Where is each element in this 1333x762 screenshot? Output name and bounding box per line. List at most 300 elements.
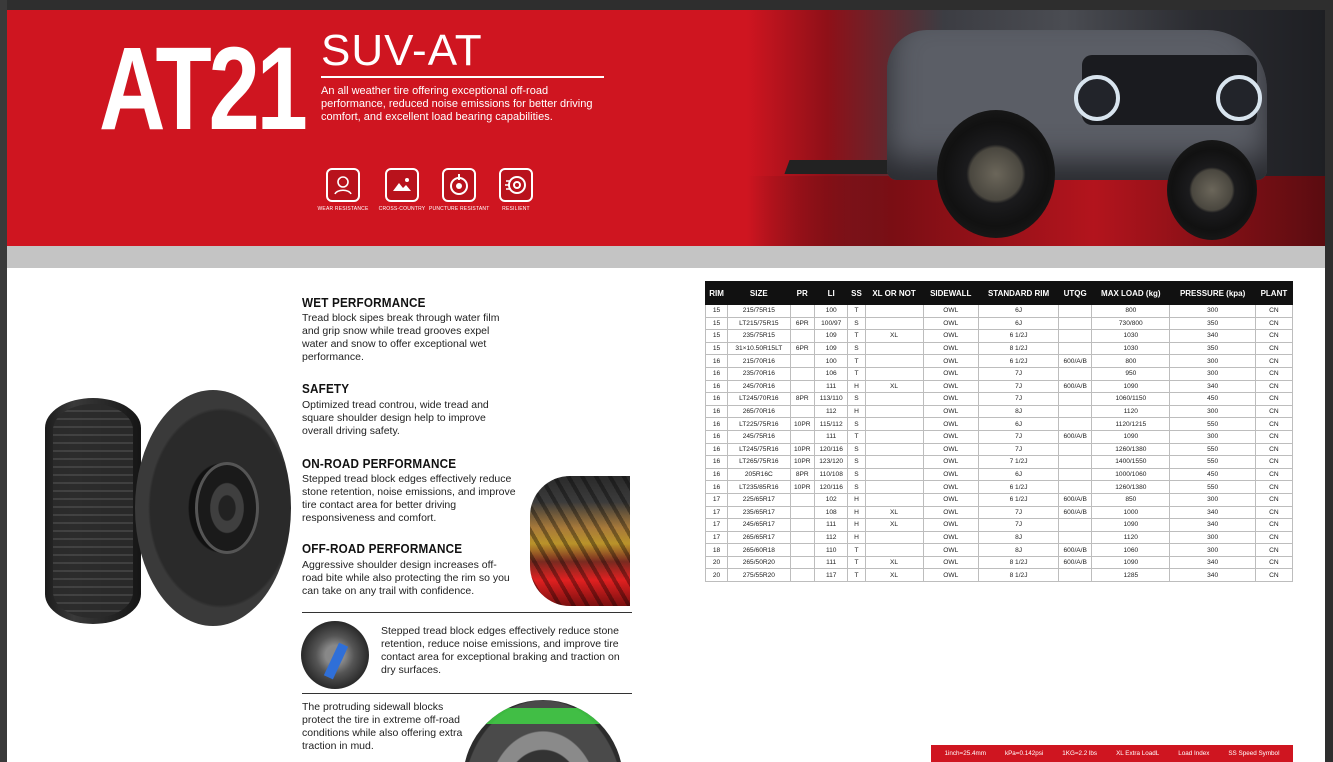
table-cell [790, 355, 814, 368]
legend-item: 1inch=25.4mm [944, 750, 986, 757]
table-cell: 600/A/B [1059, 493, 1092, 506]
feature-cross-country [372, 168, 432, 212]
table-cell: 340 [1170, 519, 1255, 532]
table-cell: H [848, 519, 865, 532]
table-cell [1059, 393, 1092, 406]
spec-col-header: RIM [706, 282, 728, 305]
table-cell: 235/70R16 [728, 367, 790, 380]
table-cell: 1090 [1092, 519, 1170, 532]
legend-item: SS Speed Symbol [1228, 750, 1280, 757]
table-cell [865, 393, 923, 406]
table-cell: T [848, 330, 865, 343]
unit-legend [931, 745, 1293, 762]
table-cell: 245/70R16 [728, 380, 790, 393]
table-cell: 8 1/2J [978, 342, 1058, 355]
table-cell [790, 430, 814, 443]
table-row [706, 506, 1293, 519]
table-cell: 111 [814, 519, 848, 532]
table-cell [790, 569, 814, 582]
wear-resistance-icon [326, 168, 360, 202]
table-cell [865, 468, 923, 481]
table-row [706, 443, 1293, 456]
table-cell [865, 342, 923, 355]
section-text-off-road: Aggressive shoulder design increases off-road bite while also protecting the rim so you can take on any trail with confidence. [302, 559, 510, 597]
table-cell: 8PR [790, 468, 814, 481]
photo-headlight-left [1074, 75, 1120, 121]
table-cell: 1060/1150 [1092, 393, 1170, 406]
table-cell: 7J [978, 430, 1058, 443]
table-cell [790, 506, 814, 519]
sidewall-callout: The protruding sidewall blocks protect the tire in extreme off-road conditions while also offering extra traction in mud. [302, 701, 463, 752]
table-cell [865, 531, 923, 544]
table-row [706, 456, 1293, 469]
table-cell: 17 [706, 531, 728, 544]
table-cell [865, 430, 923, 443]
table-cell [790, 330, 814, 343]
spec-col-header: SS [848, 282, 865, 305]
table-cell: 17 [706, 519, 728, 532]
table-cell: 8J [978, 405, 1058, 418]
table-cell: S [848, 393, 865, 406]
table-cell: 1400/1550 [1092, 456, 1170, 469]
table-row [706, 493, 1293, 506]
table-cell: 120/116 [814, 443, 848, 456]
tread-block-highlight [324, 643, 348, 680]
table-cell [1059, 317, 1092, 330]
table-cell: 7J [978, 519, 1058, 532]
table-cell: OWL [923, 531, 978, 544]
table-cell [865, 443, 923, 456]
table-cell: 6 1/2J [978, 493, 1058, 506]
table-cell: 15 [706, 342, 728, 355]
table-cell: 600/A/B [1059, 544, 1092, 557]
table-cell: CN [1255, 468, 1292, 481]
table-cell: 16 [706, 481, 728, 494]
photo-grille [1082, 55, 1257, 125]
stepped-block-callout: Stepped tread block edges effectively reduce stone retention, reduce noise emissions, and improve tire contact area for exceptional braking and traction on dry surfaces. [381, 625, 620, 676]
table-cell [790, 519, 814, 532]
table-cell: 600/A/B [1059, 556, 1092, 569]
model-title: AT21 [99, 23, 305, 155]
spec-table-body [706, 305, 1293, 582]
table-cell [790, 544, 814, 557]
table-cell: XL [865, 569, 923, 582]
table-cell [1059, 456, 1092, 469]
table-cell: 15 [706, 317, 728, 330]
table-cell: CN [1255, 355, 1292, 368]
spec-col-header: PR [790, 282, 814, 305]
table-cell: 16 [706, 443, 728, 456]
sidewall-image [463, 700, 623, 762]
table-cell: 450 [1170, 393, 1255, 406]
table-row [706, 569, 1293, 582]
spec-table-header-row [706, 282, 1293, 305]
tire-rim [195, 462, 259, 554]
table-cell: LT235/85R16 [728, 481, 790, 494]
photo-rear-wheel [1167, 140, 1257, 240]
table-cell: 550 [1170, 418, 1255, 431]
table-cell: CN [1255, 443, 1292, 456]
viewer-scrollbar[interactable] [1325, 0, 1333, 762]
table-cell: OWL [923, 380, 978, 393]
table-cell: 110/108 [814, 468, 848, 481]
table-cell: 1060 [1092, 544, 1170, 557]
table-cell: 340 [1170, 569, 1255, 582]
tire-product-image [39, 390, 289, 630]
table-cell: 20 [706, 569, 728, 582]
table-cell: 6J [978, 305, 1058, 318]
table-cell: CN [1255, 317, 1292, 330]
table-cell: S [848, 443, 865, 456]
table-cell: OWL [923, 493, 978, 506]
table-cell [1059, 405, 1092, 418]
table-cell: 550 [1170, 456, 1255, 469]
tread-block-closeup [301, 621, 369, 689]
table-cell [790, 556, 814, 569]
table-cell: 10PR [790, 418, 814, 431]
photo-front-wheel [937, 110, 1055, 238]
table-cell: 31×10.50R15LT [728, 342, 790, 355]
table-row [706, 305, 1293, 318]
table-cell: H [848, 493, 865, 506]
table-cell: 16 [706, 393, 728, 406]
table-cell: OWL [923, 430, 978, 443]
spec-col-header: XL OR NOT [865, 282, 923, 305]
table-cell: 850 [1092, 493, 1170, 506]
table-cell: CN [1255, 556, 1292, 569]
spec-table [705, 281, 1293, 582]
table-cell: 123/120 [814, 456, 848, 469]
table-cell: 8J [978, 544, 1058, 557]
suv-photo [747, 10, 1325, 246]
table-cell [1059, 418, 1092, 431]
feature-label: RESILIENT [502, 206, 530, 212]
viewer-left-bar [0, 0, 7, 762]
table-cell [790, 367, 814, 380]
table-cell [1059, 468, 1092, 481]
feature-label: WEAR RESISTANCE [317, 206, 369, 212]
table-cell: CN [1255, 305, 1292, 318]
photo-headlight-right [1216, 75, 1262, 121]
table-cell: 1090 [1092, 430, 1170, 443]
legend-item: kPa=0.142psi [1004, 750, 1044, 757]
table-cell [790, 531, 814, 544]
table-cell: 112 [814, 405, 848, 418]
tire-angled-view [135, 390, 291, 626]
tire-side-view [45, 398, 141, 624]
spec-col-header: SIZE [728, 282, 790, 305]
table-cell: 10PR [790, 443, 814, 456]
table-cell: OWL [923, 519, 978, 532]
feature-resilient [486, 168, 546, 212]
table-cell: 1285 [1092, 569, 1170, 582]
table-row [706, 418, 1293, 431]
resilient-icon [499, 168, 533, 202]
table-cell: XL [865, 506, 923, 519]
table-cell: 550 [1170, 481, 1255, 494]
table-cell: S [848, 481, 865, 494]
table-cell: H [848, 531, 865, 544]
table-cell: 102 [814, 493, 848, 506]
table-cell: OWL [923, 506, 978, 519]
table-cell [790, 305, 814, 318]
table-cell: 111 [814, 556, 848, 569]
table-cell: OWL [923, 317, 978, 330]
table-cell [1059, 519, 1092, 532]
table-cell: 300 [1170, 544, 1255, 557]
table-cell: 1030 [1092, 330, 1170, 343]
table-cell: 1260/1380 [1092, 481, 1170, 494]
table-cell [865, 418, 923, 431]
table-cell: 15 [706, 330, 728, 343]
table-row [706, 556, 1293, 569]
table-cell: 100 [814, 355, 848, 368]
table-cell: LT225/75R16 [728, 418, 790, 431]
table-cell: 600/A/B [1059, 430, 1092, 443]
table-cell: 600/A/B [1059, 355, 1092, 368]
table-cell: OWL [923, 367, 978, 380]
table-cell: T [848, 355, 865, 368]
table-cell [865, 456, 923, 469]
table-cell: 1000 [1092, 506, 1170, 519]
table-cell: 16 [706, 418, 728, 431]
table-cell: 1120/1215 [1092, 418, 1170, 431]
table-cell: 18 [706, 544, 728, 557]
table-cell: 8J [978, 531, 1058, 544]
table-cell: 7J [978, 367, 1058, 380]
table-cell: 800 [1092, 355, 1170, 368]
table-row [706, 531, 1293, 544]
table-cell [790, 405, 814, 418]
table-cell: 300 [1170, 531, 1255, 544]
table-cell: OWL [923, 330, 978, 343]
table-cell: 6PR [790, 317, 814, 330]
viewer-top-bar [0, 0, 1333, 10]
table-cell: T [848, 367, 865, 380]
section-title-off-road: OFF-ROAD PERFORMANCE [302, 541, 463, 556]
table-cell: CN [1255, 519, 1292, 532]
table-cell [1059, 481, 1092, 494]
table-cell: LT245/75R16 [728, 443, 790, 456]
table-row [706, 317, 1293, 330]
table-cell: S [848, 418, 865, 431]
divider-line [302, 612, 632, 613]
table-cell: CN [1255, 481, 1292, 494]
table-cell: 106 [814, 367, 848, 380]
table-cell: 8 1/2J [978, 556, 1058, 569]
table-cell: LT245/70R16 [728, 393, 790, 406]
spec-col-header: UTQG [1059, 282, 1092, 305]
table-cell: 730/800 [1092, 317, 1170, 330]
model-description: An all weather tire offering exceptional off-road performance, reduced noise emissions for better driving comfort, and excellent load bearing capabilities. [321, 85, 593, 123]
table-cell: OWL [923, 393, 978, 406]
table-cell: 265/65R17 [728, 531, 790, 544]
table-cell: T [848, 544, 865, 557]
table-cell [1059, 443, 1092, 456]
table-cell: 16 [706, 468, 728, 481]
section-divider-strip [7, 246, 1325, 268]
table-cell: 340 [1170, 556, 1255, 569]
table-cell: 235/65R17 [728, 506, 790, 519]
table-cell: 265/50R20 [728, 556, 790, 569]
table-cell: 300 [1170, 493, 1255, 506]
table-cell: S [848, 342, 865, 355]
section-title-safety: SAFETY [302, 381, 350, 396]
table-cell [1059, 367, 1092, 380]
section-text-on-road: Stepped tread block edges effectively reduce stone retention, noise emissions, and improve tire contact area for better driving responsiveness and comfort. [302, 473, 516, 524]
table-cell: OWL [923, 342, 978, 355]
table-cell: 300 [1170, 367, 1255, 380]
table-cell [865, 367, 923, 380]
table-cell: 120/116 [814, 481, 848, 494]
table-cell: 109 [814, 330, 848, 343]
divider-line [302, 693, 632, 694]
table-cell: 300 [1170, 405, 1255, 418]
table-cell: LT265/75R16 [728, 456, 790, 469]
table-cell: 600/A/B [1059, 506, 1092, 519]
table-cell: 1120 [1092, 531, 1170, 544]
table-cell: T [848, 556, 865, 569]
table-cell: 1090 [1092, 380, 1170, 393]
cross-country-icon [385, 168, 419, 202]
table-cell: XL [865, 519, 923, 532]
table-cell: LT215/75R15 [728, 317, 790, 330]
table-row [706, 367, 1293, 380]
table-cell: OWL [923, 556, 978, 569]
table-cell: 225/65R17 [728, 493, 790, 506]
table-cell: 350 [1170, 342, 1255, 355]
table-cell [865, 405, 923, 418]
table-cell: 950 [1092, 367, 1170, 380]
table-cell: 265/70R16 [728, 405, 790, 418]
table-cell: CN [1255, 506, 1292, 519]
table-cell [1059, 342, 1092, 355]
table-cell: 245/75R16 [728, 430, 790, 443]
legend-item: Load Index [1178, 750, 1210, 757]
table-cell: 111 [814, 430, 848, 443]
table-cell: 300 [1170, 305, 1255, 318]
table-row [706, 330, 1293, 343]
table-cell [865, 317, 923, 330]
table-row [706, 393, 1293, 406]
catalog-page [7, 10, 1325, 762]
section-text-safety: Optimized tread controu, wide tread and square shoulder design help to improve overall driving safety. [302, 399, 489, 437]
feature-label: CROSS-COUNTRY [378, 206, 426, 212]
table-cell: OWL [923, 355, 978, 368]
table-cell: 100/97 [814, 317, 848, 330]
table-cell: S [848, 468, 865, 481]
table-cell: OWL [923, 481, 978, 494]
spec-col-header: PRESSURE (kpa) [1170, 282, 1255, 305]
table-cell: 1000/1060 [1092, 468, 1170, 481]
table-cell: 1260/1380 [1092, 443, 1170, 456]
spec-col-header: LI [814, 282, 848, 305]
section-title-on-road: ON-ROAD PERFORMANCE [302, 456, 457, 471]
table-cell: 7J [978, 380, 1058, 393]
feature-puncture-resistant [429, 168, 489, 212]
table-cell: 112 [814, 531, 848, 544]
table-cell [865, 544, 923, 557]
table-cell: 340 [1170, 380, 1255, 393]
table-cell: OWL [923, 443, 978, 456]
table-cell: 235/75R15 [728, 330, 790, 343]
table-cell: 109 [814, 342, 848, 355]
table-cell: CN [1255, 456, 1292, 469]
table-cell [790, 380, 814, 393]
table-row [706, 380, 1293, 393]
table-cell: H [848, 506, 865, 519]
table-cell: 6PR [790, 342, 814, 355]
table-cell: 113/110 [814, 393, 848, 406]
table-cell: CN [1255, 430, 1292, 443]
table-cell: 10PR [790, 481, 814, 494]
table-cell: 6 1/2J [978, 330, 1058, 343]
table-cell: 215/75R15 [728, 305, 790, 318]
table-cell: CN [1255, 342, 1292, 355]
table-cell: OWL [923, 405, 978, 418]
table-cell: 8 1/2J [978, 569, 1058, 582]
table-cell [865, 493, 923, 506]
table-cell: 10PR [790, 456, 814, 469]
table-cell: 275/55R20 [728, 569, 790, 582]
table-cell [790, 493, 814, 506]
table-cell [865, 481, 923, 494]
category-title: SUV-AT [321, 26, 483, 75]
table-cell: 800 [1092, 305, 1170, 318]
table-cell: 16 [706, 355, 728, 368]
legend-item: XL Extra LoadL [1116, 750, 1160, 757]
table-cell: 16 [706, 456, 728, 469]
table-cell: 16 [706, 405, 728, 418]
table-cell: 6 1/2J [978, 481, 1058, 494]
table-cell: 7J [978, 506, 1058, 519]
table-cell: CN [1255, 493, 1292, 506]
feature-label: PUNCTURE RESISTANT [429, 206, 490, 212]
spec-col-header: SIDEWALL [923, 282, 978, 305]
table-cell: 300 [1170, 355, 1255, 368]
legend-item: 1KG=2.2 lbs [1062, 750, 1098, 757]
table-cell: H [848, 380, 865, 393]
table-cell: 245/65R17 [728, 519, 790, 532]
table-cell: 20 [706, 556, 728, 569]
table-cell: 6J [978, 468, 1058, 481]
table-cell: OWL [923, 544, 978, 557]
feature-wear-resistance [313, 168, 373, 212]
table-cell: 350 [1170, 317, 1255, 330]
table-cell [1059, 330, 1092, 343]
table-cell: 1120 [1092, 405, 1170, 418]
table-cell: CN [1255, 531, 1292, 544]
table-cell: 17 [706, 493, 728, 506]
spec-col-header: MAX LOAD (kg) [1092, 282, 1170, 305]
table-cell: 600/A/B [1059, 380, 1092, 393]
table-cell: 7J [978, 393, 1058, 406]
table-cell: XL [865, 330, 923, 343]
table-cell: 111 [814, 380, 848, 393]
table-cell: 16 [706, 367, 728, 380]
table-cell: 115/112 [814, 418, 848, 431]
table-cell: CN [1255, 405, 1292, 418]
table-cell: T [848, 569, 865, 582]
spec-col-header: PLANT [1255, 282, 1292, 305]
table-cell: CN [1255, 393, 1292, 406]
tread-closeup-image [530, 476, 630, 606]
spec-col-header: STANDARD RIM [978, 282, 1058, 305]
title-divider [321, 76, 604, 78]
table-row [706, 519, 1293, 532]
table-cell: CN [1255, 418, 1292, 431]
table-cell: 7J [978, 443, 1058, 456]
